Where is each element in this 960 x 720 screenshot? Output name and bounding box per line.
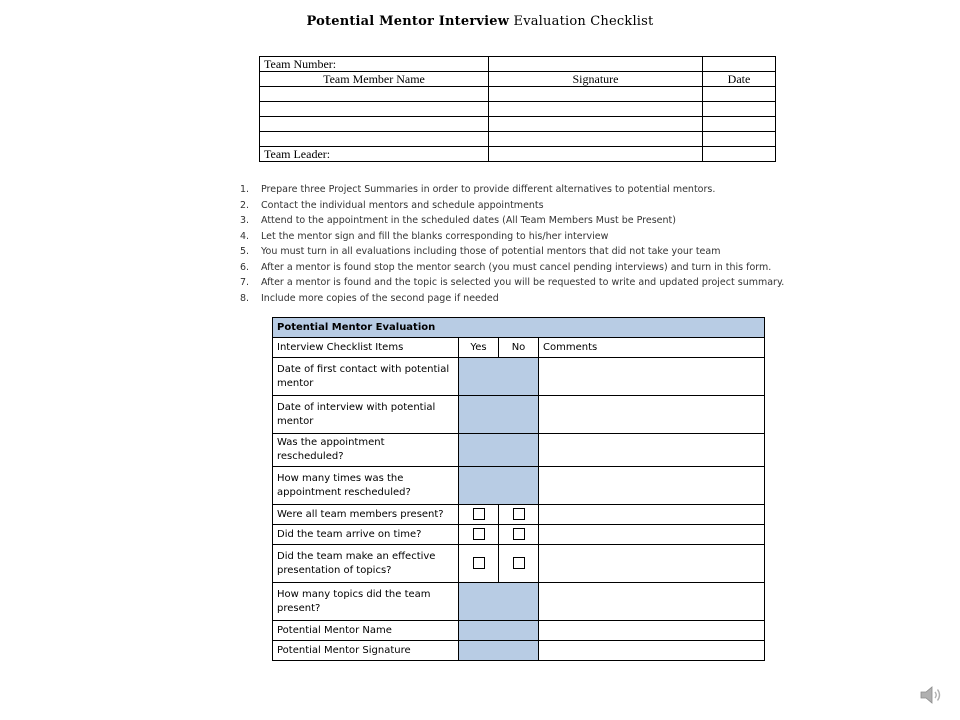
yes-cell: [459, 545, 499, 583]
list-item: [240, 198, 784, 214]
table-row: [273, 525, 765, 545]
checklist-item-label: Did the team make an effective presentation of topics?: [273, 545, 459, 583]
title-bold-part: Potential Mentor Interview: [306, 14, 510, 29]
speaker-icon[interactable]: [919, 684, 943, 706]
yes-checkbox[interactable]: [473, 508, 485, 520]
no-checkbox[interactable]: [513, 508, 525, 520]
comments-field[interactable]: [539, 396, 765, 434]
checklist-item-label: Date of first contact with potential mentor: [273, 358, 459, 396]
step-number: 5.: [240, 246, 250, 257]
comments-field[interactable]: [539, 525, 765, 545]
list-item: [240, 291, 784, 307]
comments-field[interactable]: [539, 358, 765, 396]
team-number-label: Team Number:: [260, 57, 489, 72]
team-leader-date-cell[interactable]: [703, 147, 776, 162]
checklist-item-label: Date of interview with potential mentor: [273, 396, 459, 434]
team-leader-label: Team Leader:: [260, 147, 489, 162]
checklist-items-header: Interview Checklist Items: [273, 338, 459, 358]
table-row: [273, 505, 765, 525]
step-number: 6.: [240, 261, 250, 273]
step-number: 2.: [240, 199, 250, 211]
checklist-item-label: How many topics did the team present?: [273, 583, 459, 621]
comments-field[interactable]: [539, 434, 765, 467]
table-row: [273, 467, 765, 505]
table-row: [273, 641, 765, 661]
team-number-field[interactable]: [489, 57, 703, 72]
member-name-cell[interactable]: [260, 132, 489, 147]
step-number: 4.: [240, 230, 250, 242]
date-cell[interactable]: [703, 132, 776, 147]
date-cell[interactable]: [703, 102, 776, 117]
step-number: 1.: [240, 184, 250, 195]
team-header-row: [260, 72, 776, 87]
yes-header: Yes: [459, 338, 499, 358]
checklist-item-label: Were all team members present?: [273, 505, 459, 525]
evaluation-heading-row: [273, 318, 765, 338]
yes-cell: [459, 525, 499, 545]
checklist-item-label: Was the appointment rescheduled?: [273, 434, 459, 467]
step-text: Contact the individual mentors and schedule appointments: [261, 199, 544, 211]
signature-cell[interactable]: [489, 102, 703, 117]
team-table: [259, 56, 776, 162]
signature-header: Signature: [489, 72, 703, 87]
step-number: 7.: [240, 277, 250, 288]
no-cell: [499, 545, 539, 583]
answer-field[interactable]: [459, 434, 539, 467]
step-text: You must turn in all evaluations including those of potential mentors that did not take your team: [261, 246, 721, 257]
signature-cell[interactable]: [489, 132, 703, 147]
table-row: [273, 621, 765, 641]
answer-field[interactable]: [459, 396, 539, 434]
member-name-cell[interactable]: [260, 87, 489, 102]
yes-cell: [459, 505, 499, 525]
table-row: [260, 132, 776, 147]
step-text: Prepare three Project Summaries in order to provide different alternatives to potential mentors.: [261, 184, 716, 195]
table-row: [260, 117, 776, 132]
team-leader-row: [260, 147, 776, 162]
comments-field[interactable]: [539, 621, 765, 641]
date-cell[interactable]: [703, 117, 776, 132]
table-row: [260, 102, 776, 117]
signature-cell[interactable]: [489, 117, 703, 132]
list-item: [240, 213, 784, 229]
no-header: No: [499, 338, 539, 358]
no-cell: [499, 525, 539, 545]
list-item: [240, 182, 784, 198]
comments-field[interactable]: [539, 467, 765, 505]
title-rest: Evaluation Checklist: [513, 14, 654, 29]
date-header: Date: [703, 72, 776, 87]
list-item: [240, 275, 784, 291]
step-number: 8.: [240, 292, 250, 304]
checklist-item-label: Potential Mentor Name: [273, 621, 459, 641]
team-leader-signature-cell[interactable]: [489, 147, 703, 162]
checklist-item-label: How many times was the appointment rescheduled?: [273, 467, 459, 505]
no-checkbox[interactable]: [513, 557, 525, 569]
answer-field[interactable]: [459, 358, 539, 396]
step-text: After a mentor is found and the topic is selected you will be requested to write and updated project summary.: [261, 277, 785, 288]
yes-checkbox[interactable]: [473, 557, 485, 569]
team-member-name-header: Team Member Name: [260, 72, 489, 87]
step-text: Attend to the appointment in the scheduled dates (All Team Members Must be Present): [261, 215, 676, 226]
step-text: After a mentor is found stop the mentor search (you must cancel pending interviews) and turn in this form.: [261, 261, 772, 273]
checklist-item-label: Did the team arrive on time?: [273, 525, 459, 545]
comments-field[interactable]: [539, 641, 765, 661]
team-number-extra[interactable]: [703, 57, 776, 72]
comments-header: Comments: [539, 338, 765, 358]
step-text: Include more copies of the second page if needed: [261, 292, 499, 304]
table-row: [273, 358, 765, 396]
list-item: [240, 260, 784, 276]
step-text: Let the mentor sign and fill the blanks corresponding to his/her interview: [261, 230, 609, 242]
member-name-cell[interactable]: [260, 102, 489, 117]
page-title: [0, 14, 960, 29]
date-cell[interactable]: [703, 87, 776, 102]
list-item: [240, 244, 784, 260]
table-row: [260, 87, 776, 102]
answer-field[interactable]: [459, 641, 539, 661]
evaluation-header-row: [273, 338, 765, 358]
member-name-cell[interactable]: [260, 117, 489, 132]
table-row: [273, 396, 765, 434]
list-item: [240, 229, 784, 245]
evaluation-heading: Potential Mentor Evaluation: [273, 318, 765, 338]
no-checkbox[interactable]: [513, 528, 525, 540]
checklist-item-label: Potential Mentor Signature: [273, 641, 459, 661]
table-row: [273, 545, 765, 583]
instructions-list: [240, 182, 784, 306]
evaluation-table: [272, 317, 765, 661]
comments-field[interactable]: [539, 505, 765, 525]
yes-checkbox[interactable]: [473, 528, 485, 540]
team-number-row: [260, 57, 776, 72]
answer-field[interactable]: [459, 621, 539, 641]
table-row: [273, 583, 765, 621]
step-number: 3.: [240, 215, 250, 226]
answer-field[interactable]: [459, 467, 539, 505]
answer-field[interactable]: [459, 583, 539, 621]
signature-cell[interactable]: [489, 87, 703, 102]
no-cell: [499, 505, 539, 525]
table-row: [273, 434, 765, 467]
comments-field[interactable]: [539, 583, 765, 621]
comments-field[interactable]: [539, 545, 765, 583]
